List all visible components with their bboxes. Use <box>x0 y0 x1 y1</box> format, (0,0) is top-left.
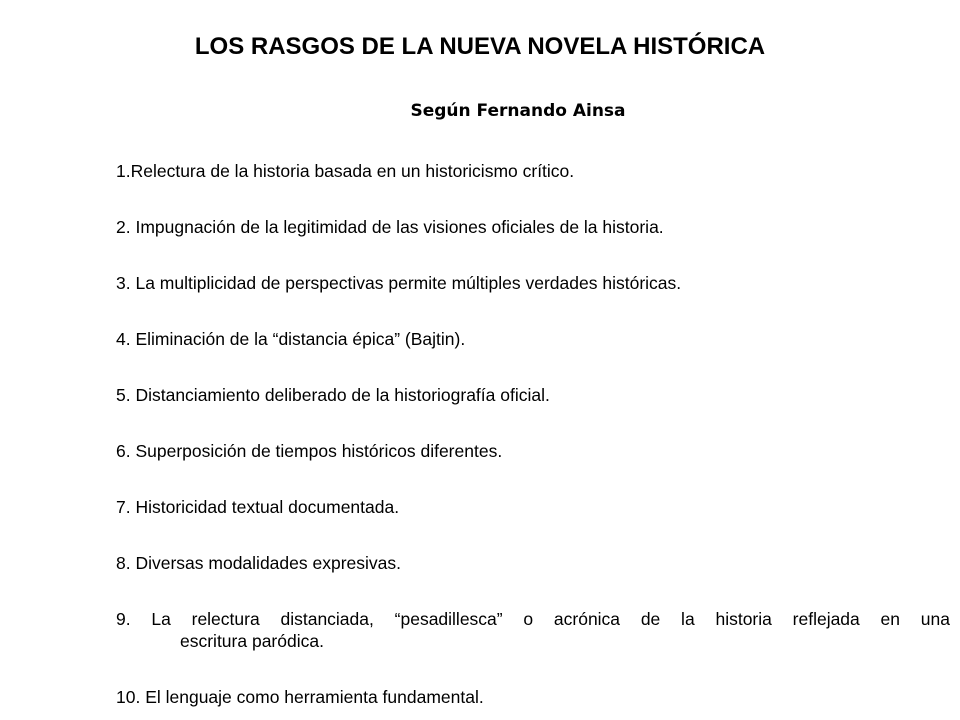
list-item-10: 10. El lenguaje como herramienta fundamental. <box>116 687 484 707</box>
list-item-2: 2. Impugnación de la legitimidad de las visiones oficiales de la historia. <box>116 217 664 237</box>
list-item-9 <box>116 608 950 652</box>
list-item-7: 7. Historicidad textual documentada. <box>116 497 400 517</box>
page-subtitle: Según Fernando Ainsa <box>410 101 626 121</box>
list-item-9-line-1: 9. La relectura distanciada, “pesadillesca” o acrónica de la historia reflejada en una <box>116 609 950 629</box>
list-item-3: 3. La multiplicidad de perspectivas permite múltiples verdades históricas. <box>116 273 682 293</box>
list-item-8: 8. Diversas modalidades expresivas. <box>116 553 401 573</box>
page-title: LOS RASGOS DE LA NUEVA NOVELA HISTÓRICA <box>194 33 766 60</box>
list-item-5: 5. Distanciamiento deliberado de la historiografía oficial. <box>116 385 550 405</box>
list-item-6: 6. Superposición de tiempos históricos diferentes. <box>116 441 503 461</box>
list-item-1: 1.Relectura de la historia basada en un historicismo crítico. <box>116 161 575 181</box>
list-item-9-line-2: escritura paródica. <box>180 631 324 651</box>
list-item-4: 4. Eliminación de la “distancia épica” (Bajtin). <box>116 329 466 349</box>
